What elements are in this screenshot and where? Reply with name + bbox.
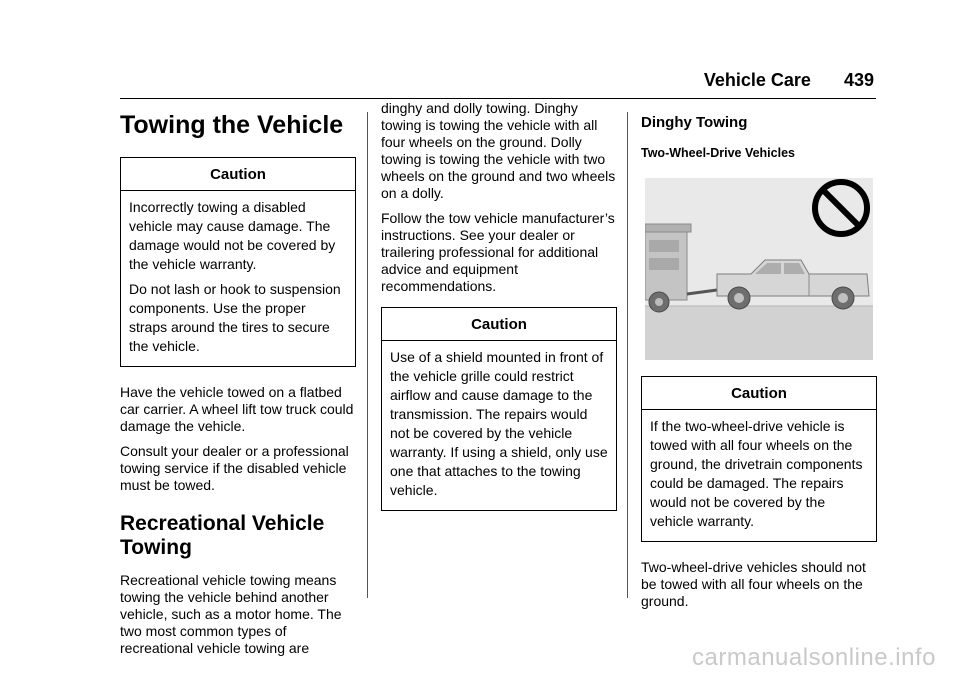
caution-text: Use of a shield mounted in front of the vehicle grille could restrict airflow and cause damage to the transmission. The repairs would not be covered by the vehicle warranty. If using a shield, only use one that attaches to the towing vehicle. bbox=[390, 349, 608, 498]
body-paragraph: dinghy and dolly towing. Dinghy towing is towing the vehicle with all four wheels on the ground. Dolly towing is towing the vehicle with two wheels on the ground and two wheels on a dolly. bbox=[381, 100, 616, 201]
column-divider-1 bbox=[367, 112, 368, 598]
caution-box bbox=[641, 376, 877, 542]
column-divider-2 bbox=[627, 112, 628, 598]
sub-heading: Two-Wheel-Drive Vehicles bbox=[641, 146, 795, 160]
caution-text: If the two-wheel-drive vehicle is towed with all four wheels on the ground, the drivetrain components could be damaged. The repairs would not be covered by the vehicle warranty. bbox=[650, 418, 863, 529]
column-3 bbox=[641, 100, 877, 618]
body-paragraph: Follow the tow vehicle manufacturer’s instructions. See your dealer or trailering professional for additional advice and equipment recommendations. bbox=[381, 210, 615, 294]
watermark: carmanualsonline.info bbox=[692, 644, 936, 671]
section-heading: Recreational Vehicle Towing bbox=[120, 512, 325, 559]
body-paragraph: Recreational vehicle towing means towing the vehicle behind another vehicle, such as a motor home. The two most common types of recreational vehicle towing are bbox=[120, 572, 342, 656]
dinghy-towing-illustration bbox=[645, 178, 873, 360]
caution-title: Caution bbox=[121, 158, 355, 191]
caution-title: Caution bbox=[642, 377, 876, 410]
body-paragraph: Consult your dealer or a professional towing service if the disabled vehicle must be towed. bbox=[120, 443, 349, 493]
body-paragraph: Two-wheel-drive vehicles should not be towed with all four wheels on the ground. bbox=[641, 559, 866, 609]
caution-box bbox=[381, 307, 617, 511]
motor-home bbox=[645, 224, 691, 312]
subsection-heading: Dinghy Towing bbox=[641, 114, 748, 131]
caution-text: Do not lash or hook to suspension components. Use the proper straps around the tires to secure the vehicle. bbox=[129, 281, 341, 354]
section-title: Vehicle Care bbox=[703, 70, 811, 90]
caution-text: Incorrectly towing a disabled vehicle may cause damage. The damage would not be covered by the vehicle warranty. bbox=[129, 199, 336, 272]
body-paragraph: Have the vehicle towed on a flatbed car carrier. A wheel lift tow truck could damage the vehicle. bbox=[120, 384, 354, 434]
header-rule bbox=[120, 98, 876, 99]
column-2 bbox=[381, 100, 617, 528]
page-title: Towing the Vehicle bbox=[120, 111, 344, 139]
page-header bbox=[704, 70, 874, 91]
caution-title: Caution bbox=[382, 308, 616, 341]
page-number: 439 bbox=[843, 70, 874, 90]
column-1 bbox=[120, 100, 356, 665]
caution-box bbox=[120, 157, 356, 367]
